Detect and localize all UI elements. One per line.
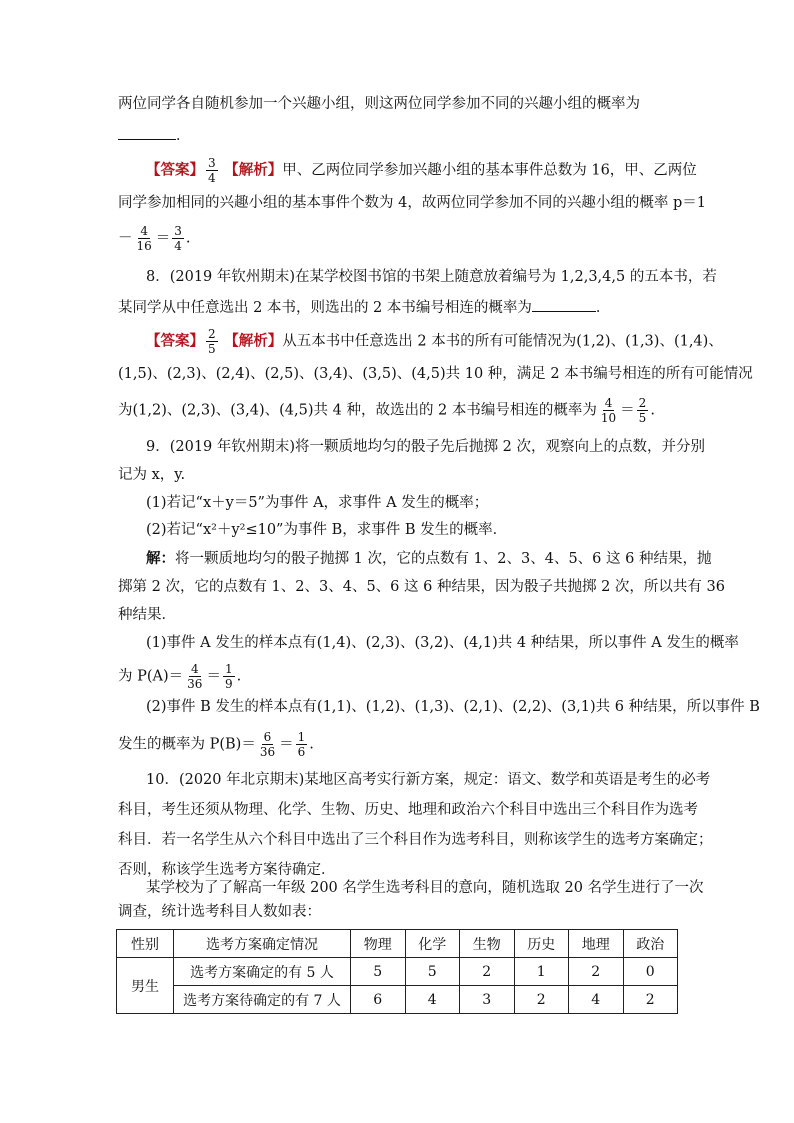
fraction: $\frac{4}{16}$ [136, 224, 152, 253]
table-cell: 6 [351, 986, 406, 1014]
text-line: (1)若记“x＋y＝5”为事件 A，求事件 A 发生的概率； [146, 495, 489, 511]
analysis-tag: 【解析】 [224, 332, 283, 350]
table-header: 物理 [351, 930, 406, 958]
group-cell: 男生 [117, 958, 174, 1014]
answer-tag: 【答案】 [146, 161, 204, 179]
answer-blank [532, 297, 596, 312]
q7-answer-line: 【答案】 $\frac{3}{4}$ 【解析】甲、乙两位同学参加兴趣小组的基本事件总数为 16，甲、乙两位 [146, 156, 697, 185]
text-line: (2)事件 B 发生的样本点有(1,1)、(1,2)、(1,3)、(2,1)、(2,2)、(3,1)共 6 种结果，所以事件 B [146, 699, 760, 715]
row-label: 选考方案确定的有 5 人 [174, 958, 351, 986]
table-header: 化学 [405, 930, 460, 958]
text-line: 为 P(A)＝ $\frac{4}{36}$ ＝ $\frac{1}{9}$ . [118, 662, 242, 691]
answer-fraction: $\frac{3}{4}$ [208, 156, 216, 185]
text-line: 某同学从中任意选出 2 本书，则选出的 2 本书编号相连的概率为 ． [118, 297, 678, 318]
fraction: $\frac{6}{36}$ [259, 730, 276, 759]
text-line: 调查，统计选考科目人数如表： [118, 904, 321, 920]
table-cell: 0 [623, 958, 678, 986]
table-cell: 5 [351, 958, 406, 986]
table-header: 政治 [623, 930, 678, 958]
table-cell: 4 [405, 986, 460, 1014]
solution-tag: 解： [146, 550, 175, 567]
text-line: 为(1,2)、(2,3)、(3,4)、(4,5)共 4 种，故选出的 2 本书编号相连的概率为 $\frac{4}{10}$ ＝ $\frac{2}{5}$ . [118, 396, 655, 425]
fraction: $\frac{1}{9}$ [224, 662, 233, 691]
text-line: 某学校为了了解高一年级 200 名学生选考科目的意向，随机选取 20 名学生进行了一次 [146, 880, 704, 896]
q8-answer-line: 【答案】 $\frac{2}{5}$ 【解析】从五本书中任意选出 2 本书的所有可能情况为(1,2)、(1,3)、(1,4)、 [146, 327, 723, 356]
text-line: (1)事件 A 发生的样本点有(1,4)、(2,3)、(3,2)、(4,1)共 4 种结果，所以事件 A 发生的概率 [146, 635, 739, 651]
text-line: 两位同学各自随机参加一个兴趣小组，则这两位同学参加不同的兴趣小组的概率为 [118, 96, 640, 112]
answer-blank [118, 125, 176, 140]
fraction: $\frac{1}{6}$ [297, 730, 306, 759]
table-header: 生物 [460, 930, 515, 958]
table-header: 选考方案确定情况 [174, 930, 351, 958]
question-10: 10．(2020 年北京期末)某地区高考实行新方案，规定：语文、数学和英语是考生的必考 [146, 772, 711, 788]
table-header: 历史 [514, 930, 569, 958]
fraction: $\frac{4}{36}$ [187, 662, 203, 691]
text-line: 掷第 2 次，它的点数有 1、2、3、4、5、6 这 6 种结果，因为骰子共抛掷 2 次，所以共有 36 [118, 579, 725, 595]
answer-tag: 【答案】 [146, 332, 204, 350]
question-8: 8．(2019 年钦州期末)在某学校图书馆的书架上随意放着编号为 1,2,3,4,5 的五本书，若 [146, 269, 717, 285]
text-line: 记为 x，y. [118, 467, 186, 483]
analysis-tag: 【解析】 [224, 161, 283, 179]
table-cell: 1 [514, 958, 569, 986]
fraction: $\frac{3}{4}$ [174, 224, 182, 253]
text-line: 否则，称该学生选考方案待确定． [118, 862, 336, 878]
table-header: 地理 [569, 930, 624, 958]
answer-fraction: $\frac{2}{5}$ [208, 327, 216, 356]
table-row [117, 986, 678, 1014]
table-cell: 2 [514, 986, 569, 1014]
text-line: 科目．若一名学生从六个科目中选出了三个科目作为选考科目，则称该学生的选考方案确定； [118, 832, 713, 848]
table-cell: 2 [623, 986, 678, 1014]
table-row [117, 958, 678, 986]
text-line: 发生的概率为 P(B)＝ $\frac{6}{36}$ ＝ $\frac{1}{6}$ . [118, 730, 314, 759]
question-9: 9．(2019 年钦州期末)将一颗质地均匀的骰子先后抛掷 2 次，观察向上的点数，并分别 [146, 439, 705, 455]
table-cell: 5 [405, 958, 460, 986]
solution-line: 解：将一颗质地均匀的骰子抛掷 1 次，它的点数有 1、2、3、4、5、6 这 6 种结果，抛 [146, 550, 712, 567]
survey-table [116, 929, 678, 1014]
row-label: 选考方案待确定的有 7 人 [174, 986, 351, 1014]
table-header: 性别 [117, 930, 174, 958]
table-cell: 2 [569, 958, 624, 986]
fraction: $\frac{2}{5}$ [638, 396, 647, 425]
text-line: ． [118, 125, 678, 146]
text-line: － $\frac{4}{16}$ ＝ $\frac{3}{4}$ . [118, 224, 191, 253]
table-header-row [117, 930, 678, 958]
text-line: 科目，考生还须从物理、化学、生物、历史、地理和政治六个科目中选出三个科目作为选考 [118, 802, 698, 818]
text-line: (1,5)、(2,3)、(2,4)、(2,5)、(3,4)、(3,5)、(4,5)共 10 种，满足 2 本书编号相连的所有可能情况 [118, 366, 753, 382]
fraction: $\frac{4}{10}$ [600, 396, 617, 425]
text-line: 种结果． [118, 607, 176, 623]
table-cell: 2 [460, 958, 515, 986]
text-line: 同学参加相同的兴趣小组的基本事件个数为 4，故两位同学参加不同的兴趣小组的概率 p＝1 [118, 195, 706, 211]
text-line: (2)若记“x²＋y²≤10”为事件 B，求事件 B 发生的概率． [146, 522, 508, 538]
table-cell: 3 [460, 986, 515, 1014]
table-cell: 4 [569, 986, 624, 1014]
